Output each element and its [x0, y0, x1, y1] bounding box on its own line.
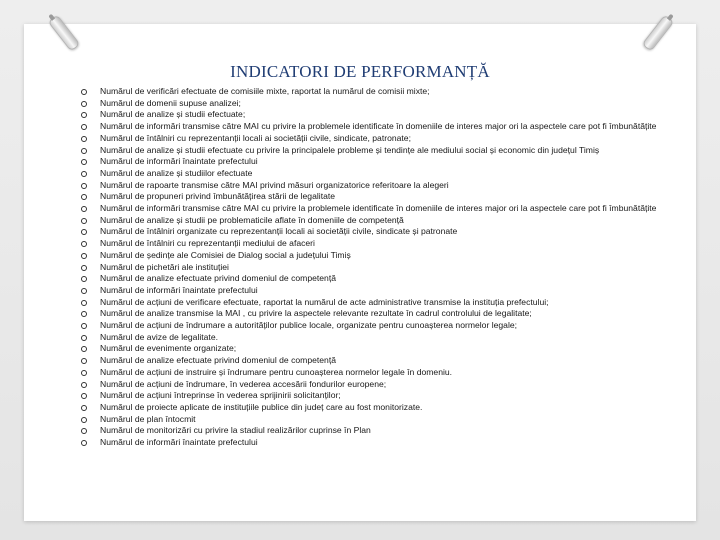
bullet-circle-icon	[80, 262, 100, 274]
list-item	[80, 262, 680, 274]
list-item	[80, 145, 680, 157]
bullet-circle-icon	[80, 379, 100, 391]
bullet-circle-icon	[80, 425, 100, 437]
bullet-circle-icon	[80, 203, 100, 215]
list-item-text: Numărul de acțiuni întreprinse în vederea sprijinirii solicitanților;	[100, 390, 341, 401]
list-item-text: Numărul de rapoarte transmise către MAI privind măsuri organizatorice referitoare la alegeri	[100, 179, 449, 190]
list-item-text: Numărul de acțiuni de instruire și îndrumare pentru cunoașterea normelor legale în domeniu.	[100, 366, 453, 377]
list-item-text: Numărul de monitorizări cu privire la stadiul realizărilor cuprinse în Plan	[100, 425, 371, 436]
bullet-circle-icon	[80, 121, 100, 133]
list-item-text: Numărul de informări înaintate prefectului	[100, 156, 258, 167]
list-item-text: Numărul de verificări efectuate de comisiile mixte, raportat la numărul de comisii mixte;	[100, 86, 430, 96]
list-item	[80, 133, 680, 145]
list-item	[80, 273, 680, 285]
list-item	[80, 343, 680, 355]
list-item	[80, 355, 680, 367]
list-item-text: Numărul de analize și studiilor efectuate	[100, 167, 253, 178]
bullet-circle-icon	[80, 355, 100, 367]
bullet-circle-icon	[80, 320, 100, 332]
list-item	[80, 390, 680, 402]
list-item	[80, 437, 680, 449]
list-item-text: Numărul de domenii supuse analizei;	[100, 97, 241, 108]
list-item	[80, 180, 680, 192]
list-item	[80, 238, 680, 250]
bullet-circle-icon	[80, 285, 100, 297]
list-item-text: Numărul de acțiuni de îndrumare a autorităților publice locale, organizate pentru cunoașterea normelor legale;	[100, 320, 518, 331]
bullet-circle-icon	[80, 191, 100, 203]
list-item	[80, 98, 680, 110]
bullet-circle-icon	[80, 437, 100, 449]
bullet-circle-icon	[80, 273, 100, 285]
list-item	[80, 86, 680, 98]
list-item	[80, 168, 680, 180]
bullet-circle-icon	[80, 109, 100, 121]
bullet-circle-icon	[80, 226, 100, 238]
bullet-circle-icon	[80, 390, 100, 402]
list-item-text: Numărul de evenimente organizate;	[100, 343, 237, 354]
list-item-text: Numărul de întâlniri organizate cu reprezentanții locali ai societății civile, sindicate și patronate	[100, 226, 458, 237]
list-item-text: Numărul de analize și studii efectuate;	[100, 109, 246, 120]
list-item-text: Numărul de informări transmise către MAI cu privire la problemele identificate în domeniile de interes major ori la aspectele care pot fi îmbunătățite	[100, 121, 657, 132]
list-item-text: Numărul de acțiuni de îndrumare, în vederea accesării fondurilor europene;	[100, 378, 387, 389]
list-item-text: Numărul de ședințe ale Comisiei de Dialog social a județului Timiș	[100, 249, 351, 260]
bullet-circle-icon	[80, 332, 100, 344]
list-item	[80, 191, 680, 203]
list-item	[80, 285, 680, 297]
list-item	[80, 109, 680, 121]
list-item-text: Numărul de întâlniri cu reprezentanții mediului de afaceri	[100, 238, 315, 249]
list-item	[80, 414, 680, 426]
list-item-text: Numărul de proiecte aplicate de instituțiile publice din județ care au fost monitorizate.	[100, 401, 423, 412]
bullet-circle-icon	[80, 168, 100, 180]
list-item-text: Numărul de plan întocmit	[100, 413, 196, 424]
list-item	[80, 367, 680, 379]
bullet-circle-icon	[80, 145, 100, 157]
list-item-text: Numărul de analize transmise la MAI , cu privire la aspectele relevante rezultate în cadrul controlului de legalitate;	[100, 308, 532, 319]
list-item	[80, 425, 680, 437]
bullet-circle-icon	[80, 308, 100, 320]
list-item	[80, 332, 680, 344]
bullet-circle-icon	[80, 250, 100, 262]
list-item	[80, 226, 680, 238]
indicator-list	[80, 86, 680, 449]
list-item-text: Numărul de propuneri privind îmbunătățirea stării de legalitate	[100, 191, 336, 202]
list-item-text: Numărul de avize de legalitate.	[100, 331, 218, 342]
list-item-text: Numărul de acțiuni de verificare efectuate, raportat la numărul de acte administrative transmise la instituția prefectului;	[100, 296, 549, 307]
bullet-circle-icon	[80, 414, 100, 426]
list-item	[80, 250, 680, 262]
bullet-circle-icon	[80, 180, 100, 192]
list-item	[80, 320, 680, 332]
bullet-circle-icon	[80, 215, 100, 227]
list-item-text: Numărul de analize și studii pe problematicile aflate în domeniile de competență	[100, 214, 404, 225]
list-item-text: Numărul de pichetări ale instituției	[100, 261, 229, 272]
bullet-circle-icon	[80, 133, 100, 145]
bullet-circle-icon	[80, 86, 100, 98]
list-item-text: Numărul de informări transmise către MAI cu privire la problemele identificate în domeniile de interes major ori la aspectele care pot fi îmbunătățite	[100, 203, 657, 214]
bullet-circle-icon	[80, 98, 100, 110]
list-item	[80, 308, 680, 320]
list-item	[80, 156, 680, 168]
bullet-circle-icon	[80, 238, 100, 250]
list-item	[80, 402, 680, 414]
slide-title: INDICATORI DE PERFORMANȚĂ	[230, 62, 490, 81]
list-item-text: Numărul de întâlniri cu reprezentanții locali ai societății civile, sindicate, patronate;	[100, 132, 411, 143]
list-item	[80, 297, 680, 309]
list-item	[80, 379, 680, 391]
bullet-circle-icon	[80, 367, 100, 379]
list-item	[80, 215, 680, 227]
list-item-text: Numărul de informări înaintate prefectului	[100, 284, 258, 295]
list-item-text: Numărul de analize și studii efectuate cu privire la principalele probleme și tendințe ale mediului social și economic din județul Timiș	[100, 144, 600, 155]
list-item-text: Numărul de informări înaintate prefectului	[100, 437, 258, 448]
bullet-circle-icon	[80, 297, 100, 309]
list-item	[80, 203, 680, 215]
bullet-circle-icon	[80, 402, 100, 414]
bullet-circle-icon	[80, 156, 100, 168]
list-item-text: Numărul de analize efectuate privind domeniul de competență	[100, 273, 336, 284]
list-item	[80, 121, 680, 133]
list-item-text: Numărul de analize efectuate privind domeniul de competență	[100, 355, 336, 366]
bullet-circle-icon	[80, 343, 100, 355]
